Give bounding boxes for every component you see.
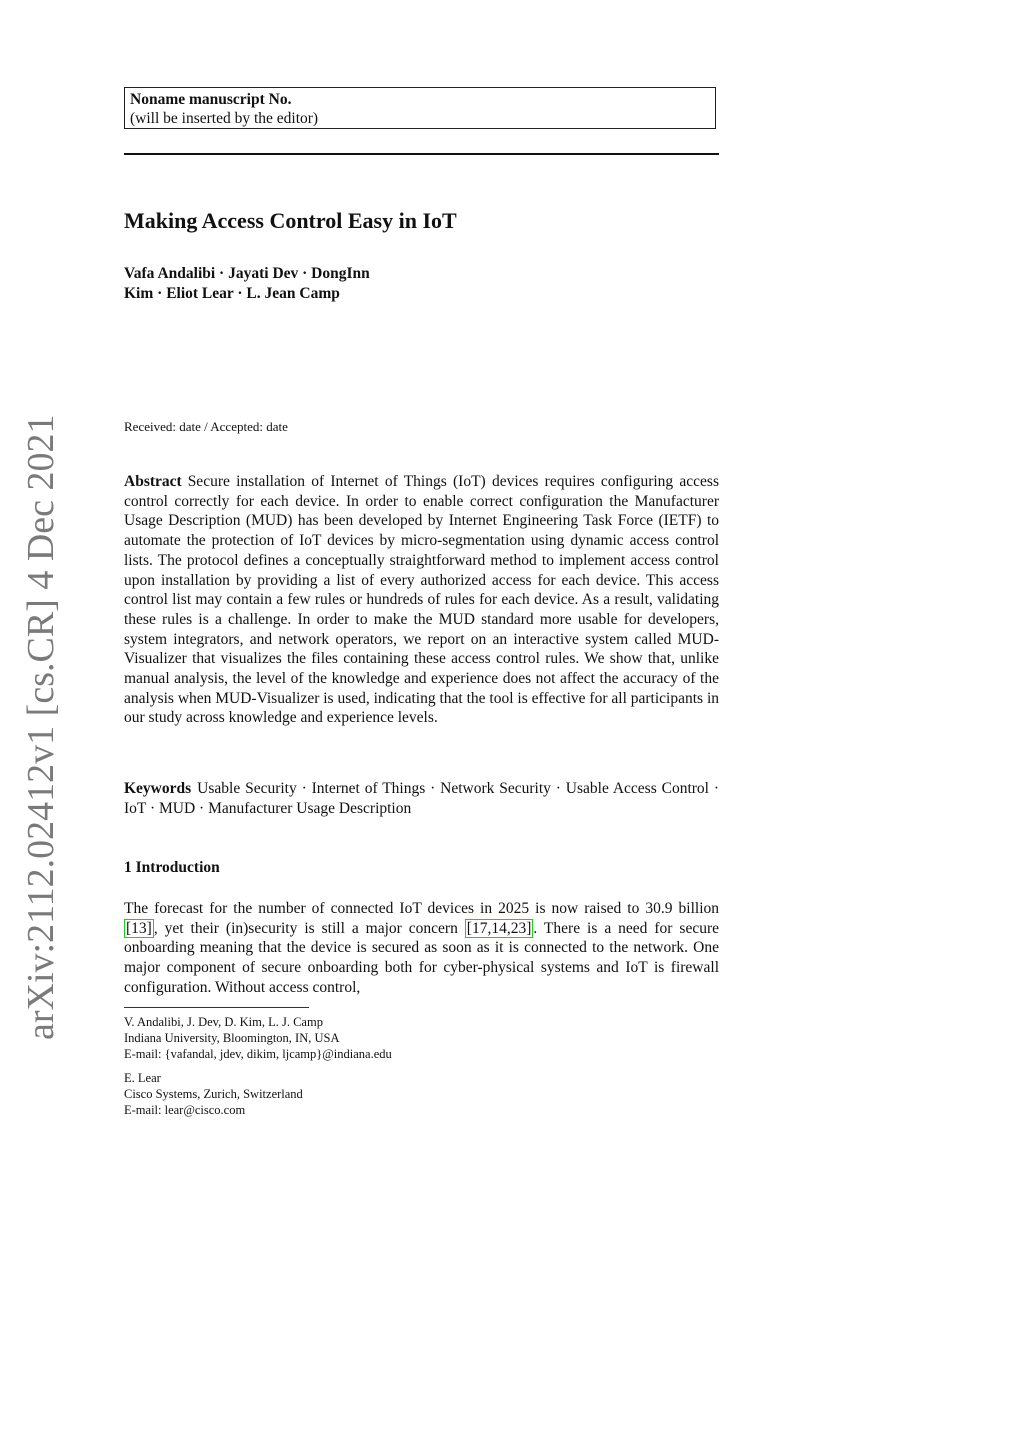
- abstract-label: Abstract: [124, 473, 182, 490]
- footnote-names: E. Lear: [124, 1071, 161, 1085]
- footnote-names: V. Andalibi, J. Dev, D. Kim, L. J. Camp: [124, 1015, 323, 1029]
- intro-text-1: The forecast for the number of connected IoT devices in 2025 is now raised to 30.9 billion: [124, 900, 719, 917]
- author-list: [124, 264, 719, 304]
- abstract-text: Secure installation of Internet of Things (IoT) devices requires configuring access control correctly for each device. In order to enable correct configuration the Manufacturer Usage Description (MUD) has been developed by Internet Engineering Task Force (IETF) to automate the protection of IoT devices by micro-segmentation using dynamic access control lists. The protocol defines a conceptually straightforward method to implement access control upon installation by providing a list of every authorized access for each device. This access control list may contain a few rules or hundreds of rules for each device. As a result, validating these rules is a challenge. In order to make the MUD standard more usable for developers, system integrators, and network operators, we report on an interactive system called MUD-Visualizer that visualizes the files containing these access control rules. We show that, unlike manual analysis, the level of the knowledge and experience does not affect the accuracy of the analysis when MUD-Visualizer is used, indicating that the tool is effective for all participants in our study across knowledge and experience levels.: [124, 473, 719, 727]
- keywords: [124, 779, 719, 818]
- intro-text-3: . There is a need for secure onboarding meaning that the device is secured as soon as it is connected to the network. One major component of secure onboarding both for cyber-physical systems and IoT is firewall configuration. Without access control,: [124, 919, 719, 996]
- footnote-affiliation-indiana: [124, 1014, 719, 1062]
- footnote-email: E-mail: {vafandal, jdev, dikim, ljcamp}@indiana.edu: [124, 1047, 392, 1061]
- citation-link-13[interactable]: [13]: [126, 919, 152, 937]
- manuscript-number-label: Noname manuscript No.: [130, 91, 292, 108]
- footnote-rule: [124, 1007, 309, 1008]
- author-line-1: Vafa Andalibi · Jayati Dev · DongInn: [124, 265, 370, 282]
- citation-link-17-14-23[interactable]: [17,14,23]: [466, 919, 532, 937]
- keywords-text: Usable Security · Internet of Things · Network Security · Usable Access Control · IoT · MUD · Manufacturer Usage Description: [124, 780, 719, 817]
- author-line-2: Kim · Eliot Lear · L. Jean Camp: [124, 285, 340, 302]
- footnote-email: E-mail: lear@cisco.com: [124, 1103, 246, 1117]
- paper-title: Making Access Control Easy in IoT: [124, 208, 457, 233]
- footnote-affiliation: Indiana University, Bloomington, IN, USA: [124, 1031, 340, 1045]
- received-date: Received: date / Accepted: date: [124, 419, 288, 434]
- keywords-label: Keywords: [124, 780, 192, 797]
- abstract: [124, 472, 719, 728]
- editor-note: (will be inserted by the editor): [130, 110, 319, 127]
- intro-text-2: , yet their (in)security is still a major concern: [153, 919, 465, 937]
- footnote-affiliation-cisco: [124, 1070, 719, 1118]
- arxiv-stamp: arXiv:2112.02412v1 [cs.CR] 4 Dec 2021: [20, 414, 62, 1040]
- introduction-paragraph: [124, 899, 719, 998]
- editor-header-box: [124, 87, 716, 129]
- header-rule: [124, 153, 719, 155]
- footnote-affiliation: Cisco Systems, Zurich, Switzerland: [124, 1087, 303, 1101]
- section-heading-introduction: 1 Introduction: [124, 859, 220, 876]
